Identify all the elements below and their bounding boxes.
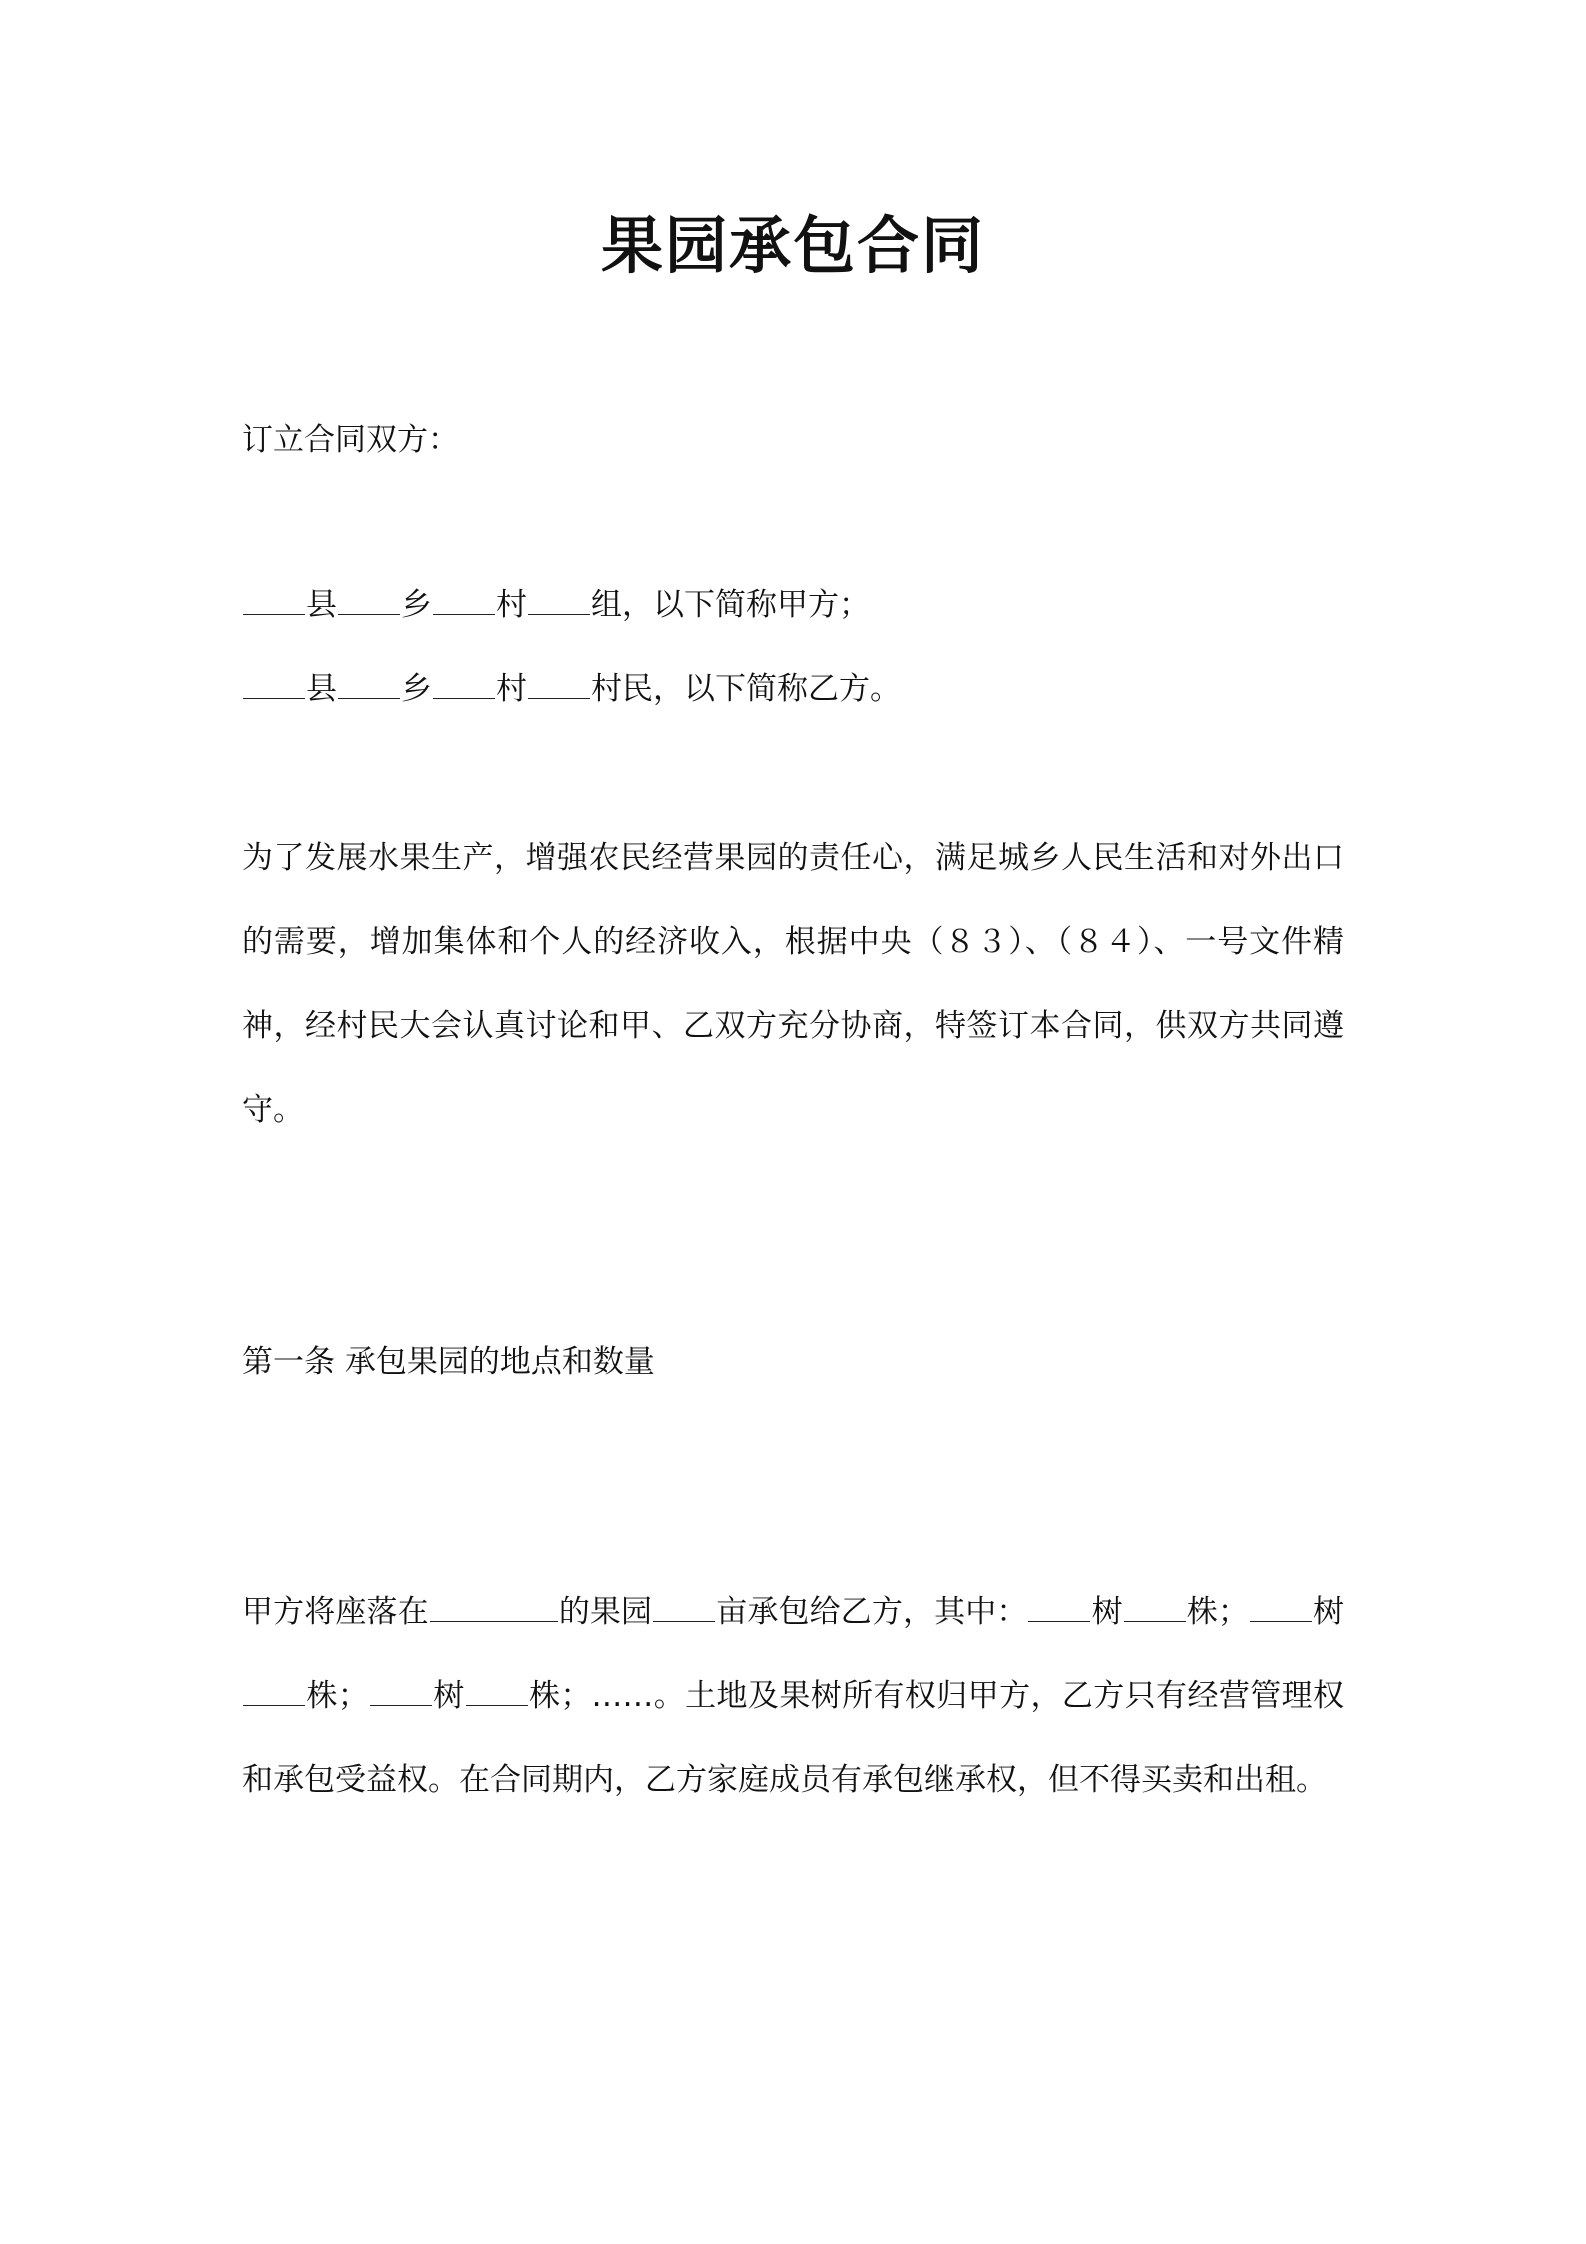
- article-1-heading: 第一条 承包果园的地点和数量: [242, 1344, 655, 1380]
- blank-field[interactable]: [1250, 1591, 1312, 1622]
- party-b-line: [242, 667, 1344, 711]
- blank-field[interactable]: [433, 668, 495, 699]
- county-label: 县: [306, 671, 337, 707]
- blank-field[interactable]: [243, 668, 305, 699]
- blank-field[interactable]: [338, 668, 400, 699]
- blank-field[interactable]: [653, 1591, 715, 1622]
- group-label: 组，以下简称甲方；: [591, 587, 870, 623]
- blank-field[interactable]: [338, 584, 400, 615]
- blank-field[interactable]: [528, 668, 590, 699]
- document-title: 果园承包合同: [600, 209, 985, 282]
- village-label: 村: [496, 587, 527, 623]
- article-1-body: 甲方将座落在 的果园 亩承包给乙方，其中： 树 株； 树株； 树 株；……。土地及果树所有权归甲方，乙方只有经营管理权和承包受益权。在合同期内，乙方家庭成员有承包继承权，但不得买卖和出租。: [242, 1570, 1344, 1822]
- blank-field[interactable]: [466, 1675, 528, 1706]
- party-a-line: [242, 583, 1344, 627]
- township-label: 乡: [401, 587, 432, 623]
- parties-heading: 订立合同双方：: [242, 422, 459, 458]
- township-label: 乡: [401, 671, 432, 707]
- blank-field[interactable]: [243, 584, 305, 615]
- village-label: 村: [496, 671, 527, 707]
- blank-field[interactable]: [243, 1675, 305, 1706]
- blank-field[interactable]: [528, 584, 590, 615]
- blank-field[interactable]: [430, 1591, 558, 1622]
- county-label: 县: [306, 587, 337, 623]
- blank-field[interactable]: [370, 1675, 432, 1706]
- villager-label: 村民，以下简称乙方。: [591, 671, 901, 707]
- preamble-paragraph: 为了发展水果生产，增强农民经营果园的责任心，满足城乡人民生活和对外出口的需要，增加集体和个人的经济收入，根据中央（８３）、（８４）、一号文件精神，经村民大会认真讨论和甲、乙双方充分协商，特签订本合同，供双方共同遵守。: [242, 840, 1344, 1128]
- blank-field[interactable]: [1028, 1591, 1090, 1622]
- blank-field[interactable]: [1124, 1591, 1186, 1622]
- blank-field[interactable]: [433, 584, 495, 615]
